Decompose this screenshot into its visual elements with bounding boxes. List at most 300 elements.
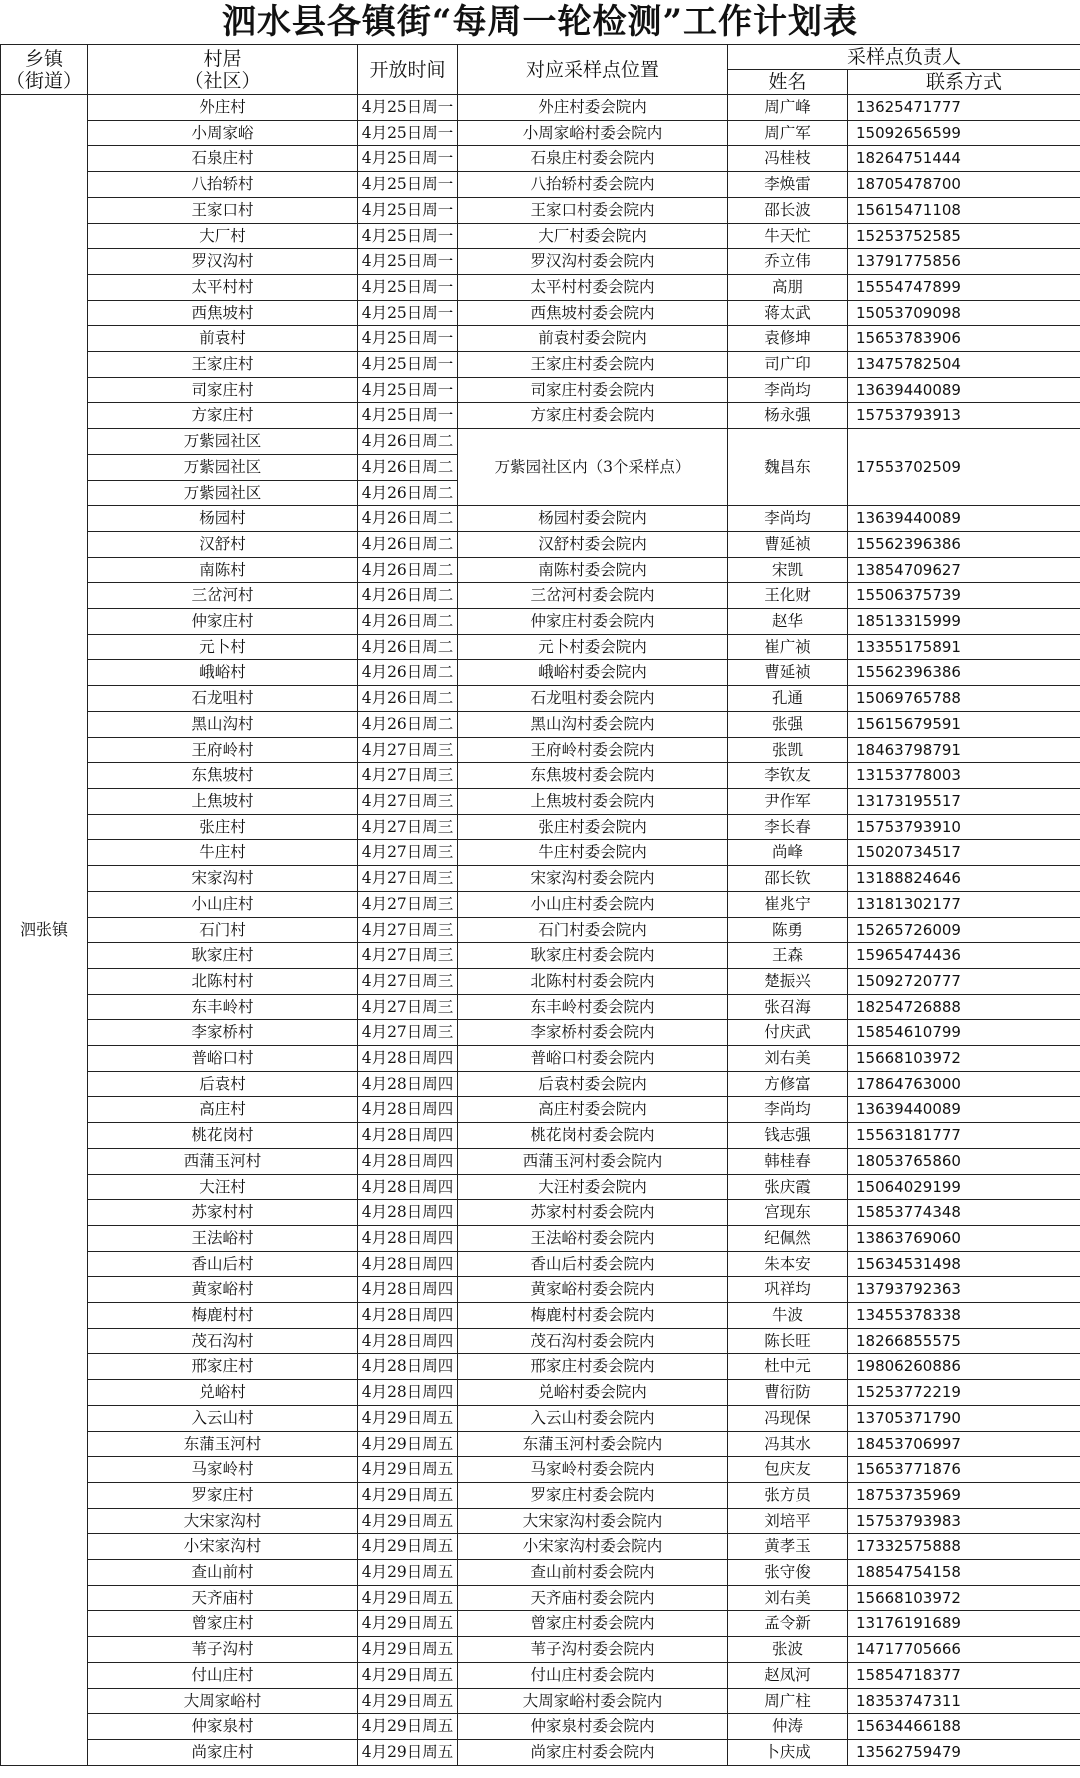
phone-cell: 17332575888 bbox=[848, 1534, 1080, 1560]
table-row bbox=[1, 300, 1080, 326]
village-cell: 桃花岗村 bbox=[88, 1123, 358, 1149]
person-name-cell: 纪佩然 bbox=[728, 1225, 848, 1251]
table-row bbox=[1, 1560, 1080, 1586]
header-village bbox=[88, 45, 358, 95]
location-cell: 北陈村村委会院内 bbox=[458, 968, 728, 994]
person-name-cell: 高朋 bbox=[728, 274, 848, 300]
phone-cell: 13854709627 bbox=[848, 557, 1080, 583]
person-name-cell: 司广印 bbox=[728, 352, 848, 378]
table-row bbox=[1, 1328, 1080, 1354]
phone-cell: 18353747311 bbox=[848, 1688, 1080, 1714]
person-name-cell: 杨永强 bbox=[728, 403, 848, 429]
phone-cell: 13153778003 bbox=[848, 763, 1080, 789]
village-cell: 西蒲玉河村 bbox=[88, 1148, 358, 1174]
location-cell: 东蒲玉河村委会院内 bbox=[458, 1431, 728, 1457]
open-time-cell: 4月29日周五 bbox=[358, 1457, 458, 1483]
location-cell: 高庄村委会院内 bbox=[458, 1097, 728, 1123]
open-time-cell: 4月26日周二 bbox=[358, 686, 458, 712]
person-name-cell: 卜庆成 bbox=[728, 1740, 848, 1766]
location-cell: 香山后村委会院内 bbox=[458, 1251, 728, 1277]
person-name-cell: 魏昌东 bbox=[728, 429, 848, 506]
table-row bbox=[1, 1508, 1080, 1534]
person-name-cell: 陈勇 bbox=[728, 917, 848, 943]
table-row bbox=[1, 197, 1080, 223]
phone-cell: 18753735969 bbox=[848, 1482, 1080, 1508]
village-cell: 司家庄村 bbox=[88, 377, 358, 403]
village-cell: 黄家峪村 bbox=[88, 1277, 358, 1303]
open-time-cell: 4月27日周三 bbox=[358, 891, 458, 917]
village-cell: 大汪村 bbox=[88, 1174, 358, 1200]
phone-cell: 15253772219 bbox=[848, 1380, 1080, 1406]
location-cell: 兑峪村委会院内 bbox=[458, 1380, 728, 1406]
person-name-cell: 楚振兴 bbox=[728, 968, 848, 994]
location-cell: 张庄村委会院内 bbox=[458, 814, 728, 840]
location-cell: 查山前村委会院内 bbox=[458, 1560, 728, 1586]
village-cell: 石泉庄村 bbox=[88, 146, 358, 172]
location-cell: 元卜村委会院内 bbox=[458, 634, 728, 660]
table-row bbox=[1, 1303, 1080, 1329]
village-cell: 梅鹿村村 bbox=[88, 1303, 358, 1329]
table-row bbox=[1, 634, 1080, 660]
table-row bbox=[1, 737, 1080, 763]
phone-cell: 13455378338 bbox=[848, 1303, 1080, 1329]
open-time-cell: 4月26日周二 bbox=[358, 454, 458, 480]
village-cell: 东蒲玉河村 bbox=[88, 1431, 358, 1457]
table-row bbox=[1, 1200, 1080, 1226]
location-cell: 小山庄村委会院内 bbox=[458, 891, 728, 917]
table-row bbox=[1, 1251, 1080, 1277]
location-cell: 仲家泉村委会院内 bbox=[458, 1714, 728, 1740]
location-cell: 方家庄村委会院内 bbox=[458, 403, 728, 429]
open-time-cell: 4月29日周五 bbox=[358, 1637, 458, 1663]
person-name-cell: 王森 bbox=[728, 943, 848, 969]
person-name-cell: 周广柱 bbox=[728, 1688, 848, 1714]
phone-cell: 15753793983 bbox=[848, 1508, 1080, 1534]
village-cell: 兑峪村 bbox=[88, 1380, 358, 1406]
location-cell: 苇子沟村委会院内 bbox=[458, 1637, 728, 1663]
open-time-cell: 4月29日周五 bbox=[358, 1405, 458, 1431]
open-time-cell: 4月29日周五 bbox=[358, 1714, 458, 1740]
person-name-cell: 刘右美 bbox=[728, 1046, 848, 1072]
village-cell: 石门村 bbox=[88, 917, 358, 943]
phone-cell: 15668103972 bbox=[848, 1585, 1080, 1611]
open-time-cell: 4月25日周一 bbox=[358, 352, 458, 378]
open-time-cell: 4月29日周五 bbox=[358, 1611, 458, 1637]
location-cell: 尚家庄村委会院内 bbox=[458, 1740, 728, 1766]
location-cell: 仲家庄村委会院内 bbox=[458, 609, 728, 635]
village-cell: 仲家泉村 bbox=[88, 1714, 358, 1740]
table-row bbox=[1, 711, 1080, 737]
open-time-cell: 4月29日周五 bbox=[358, 1688, 458, 1714]
phone-cell: 13791775856 bbox=[848, 249, 1080, 275]
person-name-cell: 李尚均 bbox=[728, 377, 848, 403]
village-cell: 三岔河村 bbox=[88, 583, 358, 609]
table-row bbox=[1, 943, 1080, 969]
phone-cell: 15554747899 bbox=[848, 274, 1080, 300]
village-cell: 马家岭村 bbox=[88, 1457, 358, 1483]
location-cell: 东丰岭村委会院内 bbox=[458, 994, 728, 1020]
header-name: 姓名 bbox=[728, 70, 848, 95]
person-name-cell: 冯其水 bbox=[728, 1431, 848, 1457]
village-cell: 茂石沟村 bbox=[88, 1328, 358, 1354]
location-cell: 牛庄村委会院内 bbox=[458, 840, 728, 866]
village-cell: 方家庄村 bbox=[88, 403, 358, 429]
table-row bbox=[1, 660, 1080, 686]
location-cell: 外庄村委会院内 bbox=[458, 95, 728, 121]
table-row bbox=[1, 1174, 1080, 1200]
location-cell: 王法峪村委会院内 bbox=[458, 1225, 728, 1251]
phone-cell: 13176191689 bbox=[848, 1611, 1080, 1637]
table-row bbox=[1, 1457, 1080, 1483]
person-name-cell: 袁修坤 bbox=[728, 326, 848, 352]
open-time-cell: 4月28日周四 bbox=[358, 1251, 458, 1277]
location-cell: 李家桥村委会院内 bbox=[458, 1020, 728, 1046]
table-row bbox=[1, 1071, 1080, 1097]
location-cell: 苏家村村委会院内 bbox=[458, 1200, 728, 1226]
table-row bbox=[1, 557, 1080, 583]
phone-cell: 13863769060 bbox=[848, 1225, 1080, 1251]
village-cell: 北陈村村 bbox=[88, 968, 358, 994]
open-time-cell: 4月27日周三 bbox=[358, 994, 458, 1020]
village-cell: 杨园村 bbox=[88, 506, 358, 532]
open-time-cell: 4月25日周一 bbox=[358, 146, 458, 172]
person-name-cell: 尹作军 bbox=[728, 788, 848, 814]
open-time-cell: 4月25日周一 bbox=[358, 120, 458, 146]
phone-cell: 15562396386 bbox=[848, 531, 1080, 557]
table-row bbox=[1, 1662, 1080, 1688]
table-row bbox=[1, 1380, 1080, 1406]
table-row bbox=[1, 172, 1080, 198]
village-cell: 大周家峪村 bbox=[88, 1688, 358, 1714]
person-name-cell: 钱志强 bbox=[728, 1123, 848, 1149]
phone-cell: 18264751444 bbox=[848, 146, 1080, 172]
location-cell: 罗汉沟村委会院内 bbox=[458, 249, 728, 275]
table-row bbox=[1, 326, 1080, 352]
table-row bbox=[1, 891, 1080, 917]
open-time-cell: 4月27日周三 bbox=[358, 840, 458, 866]
open-time-cell: 4月27日周三 bbox=[358, 866, 458, 892]
open-time-cell: 4月27日周三 bbox=[358, 763, 458, 789]
location-cell: 后袁村委会院内 bbox=[458, 1071, 728, 1097]
open-time-cell: 4月28日周四 bbox=[358, 1225, 458, 1251]
open-time-cell: 4月26日周二 bbox=[358, 711, 458, 737]
table-row bbox=[1, 583, 1080, 609]
person-name-cell: 牛天忙 bbox=[728, 223, 848, 249]
phone-cell: 15020734517 bbox=[848, 840, 1080, 866]
village-cell: 邢家庄村 bbox=[88, 1354, 358, 1380]
table-row bbox=[1, 1354, 1080, 1380]
phone-cell: 15753793913 bbox=[848, 403, 1080, 429]
phone-cell: 15506375739 bbox=[848, 583, 1080, 609]
village-cell: 普峪口村 bbox=[88, 1046, 358, 1072]
location-cell: 南陈村委会院内 bbox=[458, 557, 728, 583]
open-time-cell: 4月26日周二 bbox=[358, 506, 458, 532]
phone-cell: 13625471777 bbox=[848, 95, 1080, 121]
open-time-cell: 4月29日周五 bbox=[358, 1585, 458, 1611]
village-cell: 苇子沟村 bbox=[88, 1637, 358, 1663]
person-name-cell: 邵长波 bbox=[728, 197, 848, 223]
open-time-cell: 4月25日周一 bbox=[358, 249, 458, 275]
phone-cell: 15634531498 bbox=[848, 1251, 1080, 1277]
open-time-cell: 4月26日周二 bbox=[358, 557, 458, 583]
village-cell: 高庄村 bbox=[88, 1097, 358, 1123]
person-name-cell: 李尚均 bbox=[728, 506, 848, 532]
phone-cell: 15965474436 bbox=[848, 943, 1080, 969]
table-row bbox=[1, 531, 1080, 557]
location-cell: 小宋家沟村委会院内 bbox=[458, 1534, 728, 1560]
open-time-cell: 4月28日周四 bbox=[358, 1328, 458, 1354]
phone-cell: 18453706997 bbox=[848, 1431, 1080, 1457]
table-row bbox=[1, 1277, 1080, 1303]
schedule-table bbox=[0, 44, 1080, 1766]
open-time-cell: 4月28日周四 bbox=[358, 1174, 458, 1200]
table-row bbox=[1, 377, 1080, 403]
phone-cell: 15265726009 bbox=[848, 917, 1080, 943]
village-cell: 入云山村 bbox=[88, 1405, 358, 1431]
phone-cell: 13188824646 bbox=[848, 866, 1080, 892]
phone-cell: 15653771876 bbox=[848, 1457, 1080, 1483]
village-cell: 上焦坡村 bbox=[88, 788, 358, 814]
table-row bbox=[1, 429, 1080, 455]
person-name-cell: 张波 bbox=[728, 1637, 848, 1663]
person-name-cell: 邵长钦 bbox=[728, 866, 848, 892]
village-cell: 王家口村 bbox=[88, 197, 358, 223]
phone-cell: 15615471108 bbox=[848, 197, 1080, 223]
open-time-cell: 4月26日周二 bbox=[358, 583, 458, 609]
location-cell: 宋家沟村委会院内 bbox=[458, 866, 728, 892]
person-name-cell: 崔广祯 bbox=[728, 634, 848, 660]
person-name-cell: 巩祥均 bbox=[728, 1277, 848, 1303]
village-cell: 天齐庙村 bbox=[88, 1585, 358, 1611]
person-name-cell: 李长春 bbox=[728, 814, 848, 840]
location-cell: 付山庄村委会院内 bbox=[458, 1662, 728, 1688]
open-time-cell: 4月25日周一 bbox=[358, 403, 458, 429]
phone-cell: 13639440089 bbox=[848, 506, 1080, 532]
phone-cell: 15563181777 bbox=[848, 1123, 1080, 1149]
person-name-cell: 韩桂春 bbox=[728, 1148, 848, 1174]
village-cell: 王府岭村 bbox=[88, 737, 358, 763]
phone-cell: 18854754158 bbox=[848, 1560, 1080, 1586]
phone-cell: 15253752585 bbox=[848, 223, 1080, 249]
open-time-cell: 4月25日周一 bbox=[358, 326, 458, 352]
phone-cell: 15668103972 bbox=[848, 1046, 1080, 1072]
village-cell: 王家庄村 bbox=[88, 352, 358, 378]
open-time-cell: 4月28日周四 bbox=[358, 1277, 458, 1303]
header-person: 采样点负责人 bbox=[728, 45, 1080, 70]
location-cell: 西焦坡村委会院内 bbox=[458, 300, 728, 326]
open-time-cell: 4月27日周三 bbox=[358, 814, 458, 840]
open-time-cell: 4月26日周二 bbox=[358, 480, 458, 506]
village-cell: 万紫园社区 bbox=[88, 480, 358, 506]
location-cell: 三岔河村委会院内 bbox=[458, 583, 728, 609]
open-time-cell: 4月29日周五 bbox=[358, 1482, 458, 1508]
table-header bbox=[1, 45, 1080, 95]
table-row bbox=[1, 994, 1080, 1020]
person-name-cell: 陈长旺 bbox=[728, 1328, 848, 1354]
phone-cell: 15069765788 bbox=[848, 686, 1080, 712]
phone-cell: 18705478700 bbox=[848, 172, 1080, 198]
open-time-cell: 4月28日周四 bbox=[358, 1380, 458, 1406]
location-cell: 八抬轿村委会院内 bbox=[458, 172, 728, 198]
person-name-cell: 付庆武 bbox=[728, 1020, 848, 1046]
phone-cell: 15562396386 bbox=[848, 660, 1080, 686]
phone-cell: 15853774348 bbox=[848, 1200, 1080, 1226]
village-cell: 前袁村 bbox=[88, 326, 358, 352]
person-name-cell: 孔通 bbox=[728, 686, 848, 712]
location-cell: 罗家庄村委会院内 bbox=[458, 1482, 728, 1508]
open-time-cell: 4月28日周四 bbox=[358, 1097, 458, 1123]
table-body bbox=[1, 95, 1080, 1766]
person-name-cell: 张凯 bbox=[728, 737, 848, 763]
open-time-cell: 4月29日周五 bbox=[358, 1662, 458, 1688]
village-cell: 大厂村 bbox=[88, 223, 358, 249]
location-cell: 石龙咀村委会院内 bbox=[458, 686, 728, 712]
location-cell: 东焦坡村委会院内 bbox=[458, 763, 728, 789]
table-row bbox=[1, 968, 1080, 994]
location-cell: 王府岭村委会院内 bbox=[458, 737, 728, 763]
open-time-cell: 4月28日周四 bbox=[358, 1303, 458, 1329]
phone-cell: 13562759479 bbox=[848, 1740, 1080, 1766]
table-row bbox=[1, 352, 1080, 378]
person-name-cell: 刘培平 bbox=[728, 1508, 848, 1534]
phone-cell: 15092656599 bbox=[848, 120, 1080, 146]
village-cell: 东丰岭村 bbox=[88, 994, 358, 1020]
person-name-cell: 崔兆宁 bbox=[728, 891, 848, 917]
header-time: 开放时间 bbox=[358, 45, 458, 95]
table-row bbox=[1, 1714, 1080, 1740]
open-time-cell: 4月25日周一 bbox=[358, 377, 458, 403]
person-name-cell: 刘右美 bbox=[728, 1585, 848, 1611]
person-name-cell: 仲涛 bbox=[728, 1714, 848, 1740]
phone-cell: 18513315999 bbox=[848, 609, 1080, 635]
location-cell: 石泉庄村委会院内 bbox=[458, 146, 728, 172]
table-row bbox=[1, 1148, 1080, 1174]
phone-cell: 18463798791 bbox=[848, 737, 1080, 763]
table-row bbox=[1, 763, 1080, 789]
open-time-cell: 4月28日周四 bbox=[358, 1123, 458, 1149]
location-cell: 峨峪村委会院内 bbox=[458, 660, 728, 686]
open-time-cell: 4月26日周二 bbox=[358, 634, 458, 660]
open-time-cell: 4月27日周三 bbox=[358, 737, 458, 763]
village-cell: 仲家庄村 bbox=[88, 609, 358, 635]
village-cell: 曾家庄村 bbox=[88, 1611, 358, 1637]
phone-cell: 13705371790 bbox=[848, 1405, 1080, 1431]
location-cell: 大汪村委会院内 bbox=[458, 1174, 728, 1200]
open-time-cell: 4月26日周二 bbox=[358, 531, 458, 557]
location-cell: 黑山沟村委会院内 bbox=[458, 711, 728, 737]
table-row bbox=[1, 840, 1080, 866]
person-name-cell: 王化财 bbox=[728, 583, 848, 609]
person-name-cell: 曹衍防 bbox=[728, 1380, 848, 1406]
person-name-cell: 宋凯 bbox=[728, 557, 848, 583]
phone-cell: 15653783906 bbox=[848, 326, 1080, 352]
table-row bbox=[1, 788, 1080, 814]
person-name-cell: 周广峰 bbox=[728, 95, 848, 121]
table-row bbox=[1, 506, 1080, 532]
open-time-cell: 4月25日周一 bbox=[358, 172, 458, 198]
table-row bbox=[1, 146, 1080, 172]
person-name-cell: 乔立伟 bbox=[728, 249, 848, 275]
person-name-cell: 赵凤河 bbox=[728, 1662, 848, 1688]
village-cell: 耿家庄村 bbox=[88, 943, 358, 969]
location-cell: 王家庄村委会院内 bbox=[458, 352, 728, 378]
table-row bbox=[1, 1585, 1080, 1611]
table-row bbox=[1, 274, 1080, 300]
village-cell: 付山庄村 bbox=[88, 1662, 358, 1688]
table-row bbox=[1, 686, 1080, 712]
person-name-cell: 张庆霞 bbox=[728, 1174, 848, 1200]
open-time-cell: 4月26日周二 bbox=[358, 660, 458, 686]
village-cell: 元卜村 bbox=[88, 634, 358, 660]
person-name-cell: 张召海 bbox=[728, 994, 848, 1020]
location-cell: 大厂村委会院内 bbox=[458, 223, 728, 249]
phone-cell: 13639440089 bbox=[848, 1097, 1080, 1123]
location-cell: 汉舒村委会院内 bbox=[458, 531, 728, 557]
header-town-line1: 乡镇 bbox=[24, 47, 63, 70]
village-cell: 李家桥村 bbox=[88, 1020, 358, 1046]
header-village-line1: 村居 bbox=[203, 47, 242, 70]
village-cell: 大宋家沟村 bbox=[88, 1508, 358, 1534]
person-name-cell: 方修富 bbox=[728, 1071, 848, 1097]
village-cell: 东焦坡村 bbox=[88, 763, 358, 789]
village-cell: 万紫园社区 bbox=[88, 429, 358, 455]
phone-cell: 13639440089 bbox=[848, 377, 1080, 403]
table-row bbox=[1, 120, 1080, 146]
table-row bbox=[1, 1097, 1080, 1123]
location-cell: 太平村村委会院内 bbox=[458, 274, 728, 300]
location-cell: 石门村委会院内 bbox=[458, 917, 728, 943]
phone-cell: 13355175891 bbox=[848, 634, 1080, 660]
open-time-cell: 4月27日周三 bbox=[358, 943, 458, 969]
person-name-cell: 蒋太武 bbox=[728, 300, 848, 326]
person-name-cell: 孟令新 bbox=[728, 1611, 848, 1637]
phone-cell: 19806260886 bbox=[848, 1354, 1080, 1380]
village-cell: 峨峪村 bbox=[88, 660, 358, 686]
open-time-cell: 4月25日周一 bbox=[358, 300, 458, 326]
location-cell: 前袁村委会院内 bbox=[458, 326, 728, 352]
village-cell: 罗家庄村 bbox=[88, 1482, 358, 1508]
person-name-cell: 杜中元 bbox=[728, 1354, 848, 1380]
location-cell: 小周家峪村委会院内 bbox=[458, 120, 728, 146]
table-row bbox=[1, 1482, 1080, 1508]
open-time-cell: 4月27日周三 bbox=[358, 1020, 458, 1046]
open-time-cell: 4月27日周三 bbox=[358, 917, 458, 943]
open-time-cell: 4月27日周三 bbox=[358, 968, 458, 994]
phone-cell: 18254726888 bbox=[848, 994, 1080, 1020]
person-name-cell: 黄孝玉 bbox=[728, 1534, 848, 1560]
village-cell: 尚家庄村 bbox=[88, 1740, 358, 1766]
page-title: 泗水县各镇街“每周一轮检测”工作计划表 bbox=[221, 2, 859, 42]
village-cell: 汉舒村 bbox=[88, 531, 358, 557]
header-contact: 联系方式 bbox=[848, 70, 1080, 95]
table-row bbox=[1, 917, 1080, 943]
header-town-line2: （街道） bbox=[5, 69, 82, 92]
table-row bbox=[1, 223, 1080, 249]
village-cell: 太平村村 bbox=[88, 274, 358, 300]
phone-cell: 14717705666 bbox=[848, 1637, 1080, 1663]
header-village-line2: （社区） bbox=[184, 69, 261, 92]
open-time-cell: 4月26日周二 bbox=[358, 609, 458, 635]
location-cell: 上焦坡村委会院内 bbox=[458, 788, 728, 814]
person-name-cell: 包庆友 bbox=[728, 1457, 848, 1483]
table-row bbox=[1, 1020, 1080, 1046]
table-row bbox=[1, 1431, 1080, 1457]
person-name-cell: 朱本安 bbox=[728, 1251, 848, 1277]
phone-cell: 15634466188 bbox=[848, 1714, 1080, 1740]
header-location: 对应采样点位置 bbox=[458, 45, 728, 95]
phone-cell: 15854718377 bbox=[848, 1662, 1080, 1688]
location-cell: 大周家峪村委会院内 bbox=[458, 1688, 728, 1714]
